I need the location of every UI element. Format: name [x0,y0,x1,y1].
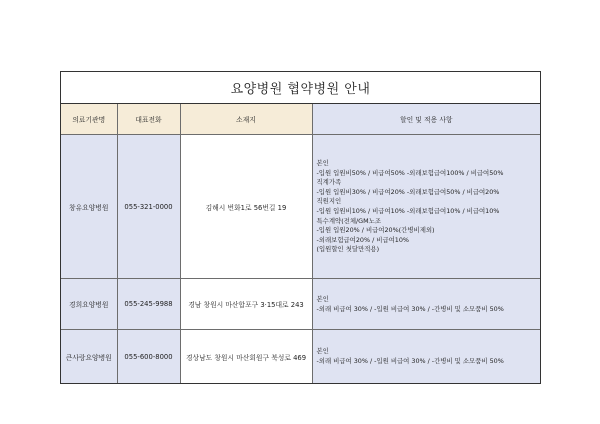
hospital-address: 경남 창원시 마산합포구 3·15대로 243 [180,279,312,330]
benefit-line: 직계가족 [316,178,342,187]
benefit-line: 본인 [316,294,329,303]
table-row [61,330,540,384]
hospital-address: 김해시 번화1로 56번길 19 [180,135,312,279]
benefit-line: -입원 입원비30% / 비급여20% -외래보험급여50% / 비급여20% [316,187,500,196]
benefit-line: -입원 입원비10% / 비급여10% -외래보험급여10% / 비급여10% [316,207,500,215]
benefit-line: (입원할인 첫달만적용) [316,245,380,254]
header-name: 의료기관명 [61,104,117,135]
document-title: 요양병원 협약병원 안내 [61,72,540,104]
benefit-line: -외래보험급여20% / 비급여10% [316,235,409,244]
benefit-line: -외래 비급여 30% / -입원 비급여 30% / -간병비 및 소모품비 50% [316,357,504,365]
benefit-line: 본인 [316,347,329,356]
hospital-benefit [312,135,540,279]
hospital-phone: 055-245-9988 [117,279,180,330]
table-row [61,135,540,279]
header-address: 소재지 [180,104,312,135]
hospital-phone: 055-321-0000 [117,135,180,279]
hospital-info-document [60,71,541,384]
hospital-name: 큰사랑요양병원 [61,330,117,384]
hospital-name: 창유요양병원 [61,135,117,279]
benefit-line: 특수계약(전체/GM노조 [316,216,381,225]
benefit-line: 직원지인 [316,197,342,206]
table-row [61,279,540,330]
header-phone: 대표전화 [117,104,180,135]
benefit-line: -외래 비급여 30% / -입원 비급여 30% / -간병비 및 소모품비 50% [316,304,504,313]
hospital-table [61,104,540,383]
hospital-benefit [312,279,540,330]
hospital-address: 경상남도 창원시 마산회원구 북성로 469 [180,330,312,384]
benefit-line: -입원 입원비50% / 비급여50% -외래보험급여100% / 비급여50% [316,168,504,177]
table-header-row [61,104,540,135]
benefit-line: -입원 입원20% / 비급여20%(간병비제외) [316,226,435,235]
hospital-benefit [312,330,540,384]
hospital-phone: 055-600-8000 [117,330,180,384]
benefit-line: 본인 [316,159,329,168]
header-benefit: 할인 및 적용 사항 [312,104,540,135]
hospital-name: 경희요양병원 [61,279,117,330]
